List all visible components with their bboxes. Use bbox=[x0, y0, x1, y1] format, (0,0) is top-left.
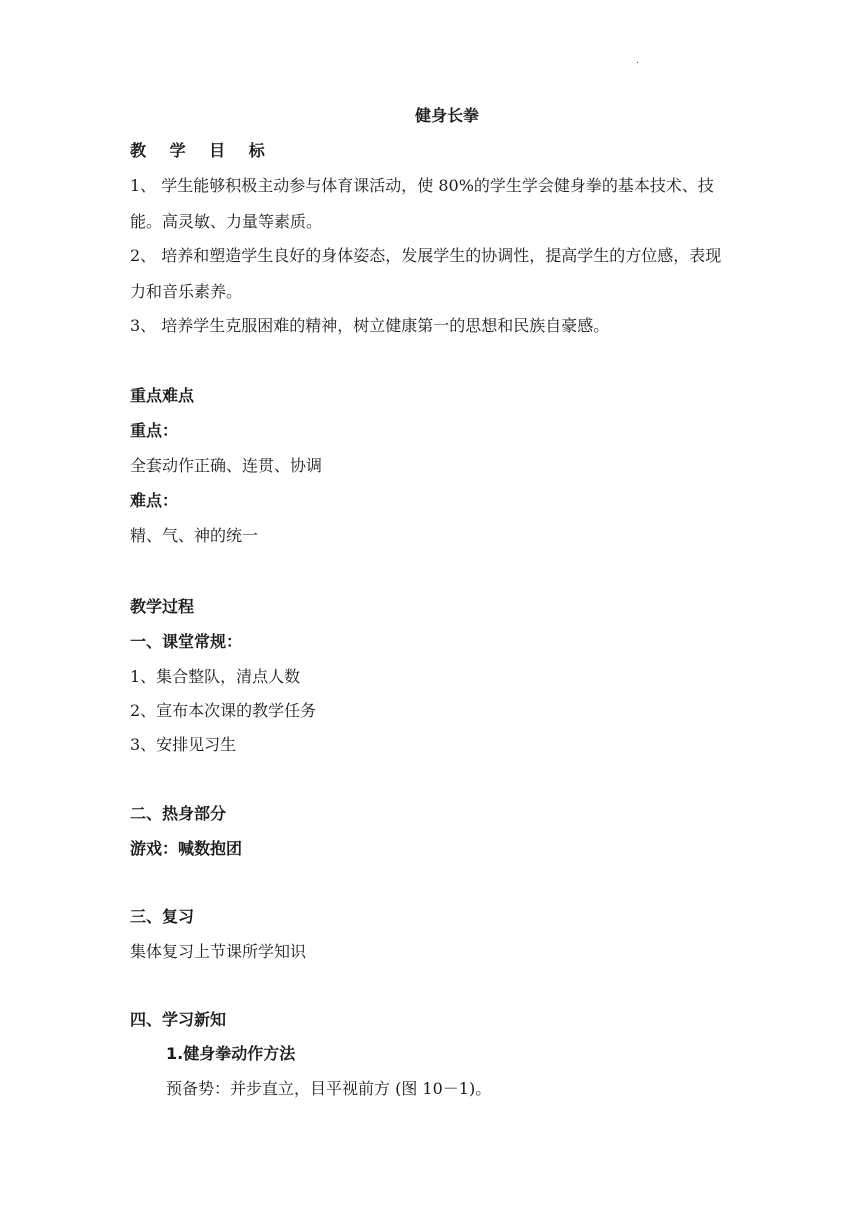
section3-text: 集体复习上节课所学知识 bbox=[130, 942, 307, 961]
key-point-text: 全套动作正确、连贯、协调 bbox=[130, 456, 323, 475]
section1-item-1: 1、集合整队，清点人数 bbox=[130, 667, 301, 686]
section4-heading: 四、学习新知 bbox=[130, 1010, 227, 1029]
process-heading: 教学过程 bbox=[130, 597, 195, 616]
objective-item-2: 2、 培养和塑造学生良好的身体姿态，发展学生的协调性，提高学生的方位感，表现力和音乐素养。 bbox=[130, 246, 722, 301]
difficulty-text: 精、气、神的统一 bbox=[130, 526, 259, 545]
objective-item-3: 3、 培养学生克服困难的精神，树立健康第一的思想和民族自豪感。 bbox=[130, 316, 610, 335]
section4-subheading: 1.健身拳动作方法 bbox=[166, 1044, 296, 1063]
section3-heading: 三、复习 bbox=[130, 907, 195, 926]
section1-item-2: 2、宣布本次课的教学任务 bbox=[130, 701, 317, 720]
objectives-heading: 教 学 目 标 bbox=[130, 141, 274, 160]
document-title: 健身长拳 bbox=[414, 106, 479, 125]
key-point-label: 重点： bbox=[130, 421, 179, 440]
section1-heading: 一、课堂常规： bbox=[130, 632, 243, 651]
corner-mark: · bbox=[636, 58, 640, 69]
objective-item-1: 1、 学生能够积极主动参与体育课活动，使 80%的学生学会健身拳的基本技术、技能。高灵敏、力量等素质。 bbox=[130, 176, 714, 231]
difficulty-label: 难点： bbox=[130, 491, 179, 510]
section4-text: 预备势：并步直立，目平视前方 (图 10－1)。 bbox=[166, 1079, 492, 1098]
section2-game: 游戏：喊数抱团 bbox=[130, 839, 243, 858]
key-points-heading: 重点难点 bbox=[130, 386, 195, 405]
section1-item-3: 3、安排见习生 bbox=[130, 735, 237, 754]
section2-heading: 二、热身部分 bbox=[130, 804, 227, 823]
